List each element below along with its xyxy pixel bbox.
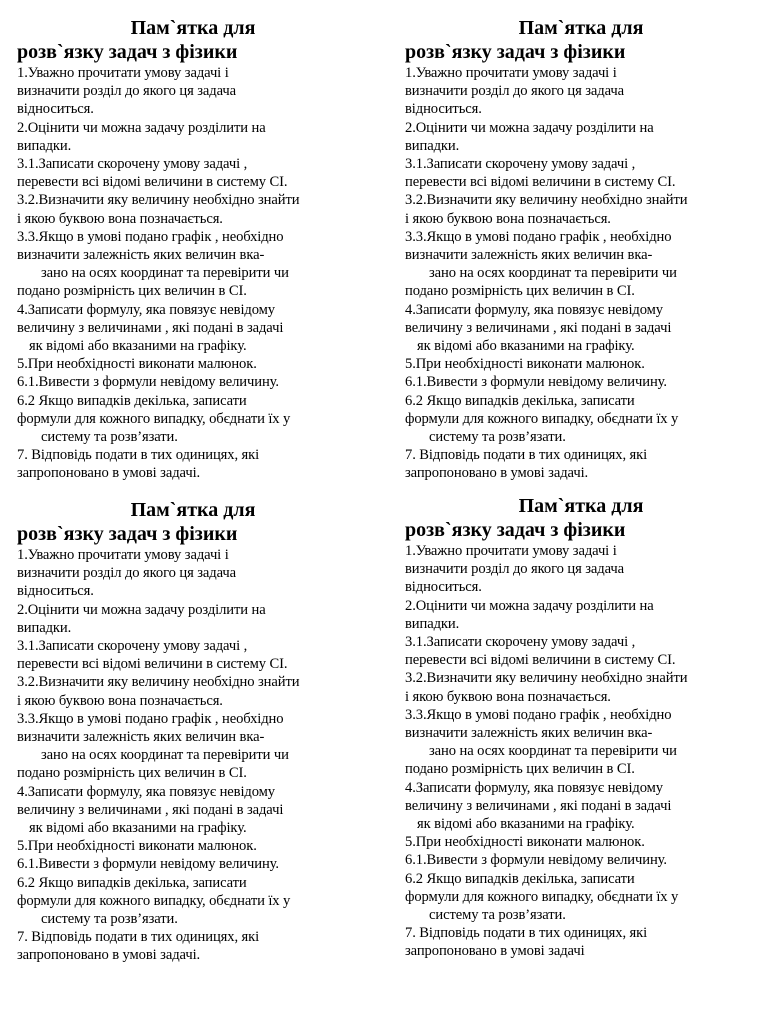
memo-text-line: і якою буквою вона позначається.	[405, 210, 611, 227]
memo-text-line: величину з величинами , які подані в задачі	[17, 801, 284, 818]
memo-title-line2: розв`язку задач з фізики	[405, 41, 626, 63]
memo-text-line: 3.3.Якщо в умові подано графік , необхідно	[17, 710, 284, 727]
memo-text-line: систему та розв’язати.	[429, 907, 566, 924]
memo-text-line: 2.Оцінити чи можна задачу розділити на	[405, 119, 654, 136]
memo-text-line: 3.3.Якщо в умові подано графік , необхідно	[405, 706, 672, 723]
memo-text-line: випадки.	[17, 619, 72, 636]
memo-text-line: 1.Уважно прочитати умову задачі і	[17, 547, 229, 563]
memo-text-line: визначити залежність яких величин вка-	[17, 247, 265, 264]
memo-text-line: 4.Записати формулу, яка повязує невідому	[17, 301, 275, 318]
memo-text-line: 6.1.Вивести з формули невідому величину.	[405, 852, 667, 869]
memo-text-line: випадки.	[17, 137, 72, 154]
memo-text-line: зано на осях координат та перевірити чи	[41, 747, 289, 764]
memo-block	[405, 494, 757, 961]
memo-text-line: 2.Оцінити чи можна задачу розділити на	[17, 119, 266, 136]
memo-text-line: 6.2 Якщо випадків декілька, записати	[17, 874, 247, 891]
memo-text-line: формули для кожного випадку, обєднати їх у	[405, 888, 679, 905]
memo-text-line: величину з величинами , які подані в задачі	[405, 797, 672, 814]
memo-text-line: відноситься.	[405, 101, 482, 118]
memo-text-line: запропоновано в умові задачі.	[405, 465, 589, 482]
memo-text-line: подано розмірність цих величин в СІ.	[405, 283, 635, 300]
memo-text-line: зано на осях координат та перевірити чи	[41, 265, 289, 282]
memo-text-line: 1.Уважно прочитати умову задачі і	[405, 65, 617, 81]
memo-title-line1: Пам`ятка для	[518, 495, 644, 517]
memo-text-line: 6.2 Якщо випадків декілька, записати	[405, 392, 635, 409]
memo-text-line: 3.2.Визначити яку величину необхідно знайти	[17, 192, 300, 209]
memo-title-line2: розв`язку задач з фізики	[405, 519, 626, 541]
memo-text-line: 7. Відповідь подати в тих одиницях, які	[405, 447, 648, 464]
memo-text-line: відноситься.	[17, 101, 94, 118]
memo-text-line: 3.2.Визначити яку величину необхідно знайти	[405, 192, 688, 209]
memo-text-line: як відомі або вказаними на графіку.	[29, 820, 247, 837]
memo-text-line: перевести всі відомі величини в систему СІ.	[405, 174, 676, 191]
memo-text-line: подано розмірність цих величин в СІ.	[405, 761, 635, 778]
memo-block	[17, 16, 369, 483]
memo-text-line: величину з величинами , які подані в задачі	[17, 319, 284, 336]
memo-text-line: 4.Записати формулу, яка повязує невідому	[405, 301, 663, 318]
memo-block	[405, 16, 757, 483]
memo-text-line: 7. Відповідь подати в тих одиницях, які	[17, 447, 260, 464]
memo-text-line: перевести всі відомі величини в систему СІ.	[17, 656, 288, 673]
memo-text-line: 2.Оцінити чи можна задачу розділити на	[17, 601, 266, 618]
memo-text-line: 5.При необхідності виконати малюнок.	[405, 356, 645, 373]
memo-text-line: 6.2 Якщо випадків декілька, записати	[405, 870, 635, 887]
memo-text-line: відноситься.	[405, 579, 482, 596]
memo-text-line: 1.Уважно прочитати умову задачі і	[17, 65, 229, 81]
memo-text-line: 5.При необхідності виконати малюнок.	[17, 356, 257, 373]
memo-text-line: систему та розв’язати.	[41, 429, 178, 446]
memo-text-line: і якою буквою вона позначається.	[405, 688, 611, 705]
memo-text-line: відноситься.	[17, 583, 94, 600]
memo-text-line: 3.1.Записати скорочену умову задачі ,	[405, 156, 636, 173]
memo-text-line: 3.2.Визначити яку величину необхідно знайти	[17, 674, 300, 691]
memo-text-line: величину з величинами , які подані в задачі	[405, 319, 672, 336]
memo-text-line: перевести всі відомі величини в систему СІ.	[17, 174, 288, 191]
memo-text-line: 1.Уважно прочитати умову задачі і	[405, 543, 617, 559]
memo-text-line: визначити розділ до якого ця задача	[405, 561, 625, 578]
memo-title	[17, 498, 369, 546]
memo-text-line: запропоновано в умові задачі.	[17, 947, 201, 964]
memo-text-line: перевести всі відомі величини в систему СІ.	[405, 652, 676, 669]
memo-text-line: визначити залежність яких величин вка-	[405, 247, 653, 264]
memo-text-line: систему та розв’язати.	[41, 911, 178, 928]
memo-text-line: 3.1.Записати скорочену умову задачі ,	[405, 634, 636, 651]
memo-text-line: як відомі або вказаними на графіку.	[417, 816, 635, 833]
memo-text-line: 4.Записати формулу, яка повязує невідому	[405, 779, 663, 796]
memo-text-line: подано розмірність цих величин в СІ.	[17, 283, 247, 300]
memo-text-line: 5.При необхідності виконати малюнок.	[17, 838, 257, 855]
memo-text-line: зано на осях координат та перевірити чи	[429, 265, 677, 282]
memo-title-line1: Пам`ятка для	[130, 17, 256, 39]
memo-text-line: і якою буквою вона позначається.	[17, 210, 223, 227]
memo-text-line: 5.При необхідності виконати малюнок.	[405, 834, 645, 851]
memo-block	[17, 498, 369, 965]
memo-title	[405, 16, 757, 64]
memo-text-line: 3.3.Якщо в умові подано графік , необхідно	[17, 228, 284, 245]
memo-text-line: 7. Відповідь подати в тих одиницях, які	[405, 925, 648, 942]
memo-text-line: подано розмірність цих величин в СІ.	[17, 765, 247, 782]
memo-text-line: 2.Оцінити чи можна задачу розділити на	[405, 597, 654, 614]
memo-text-line: зано на осях координат та перевірити чи	[429, 743, 677, 760]
memo-title	[17, 16, 369, 64]
memo-text-line: формули для кожного випадку, обєднати їх у	[17, 892, 291, 909]
memo-text-line: формули для кожного випадку, обєднати їх у	[405, 410, 679, 427]
memo-text-line: 3.1.Записати скорочену умову задачі ,	[17, 156, 248, 173]
memo-text-line: визначити залежність яких величин вка-	[17, 729, 265, 746]
memo-text-line: визначити залежність яких величин вка-	[405, 725, 653, 742]
memo-text-line: як відомі або вказаними на графіку.	[29, 338, 247, 355]
memo-title-line2: розв`язку задач з фізики	[17, 41, 238, 63]
memo-text-line: запропоновано в умові задачі	[405, 943, 585, 960]
memo-title-line1: Пам`ятка для	[130, 499, 256, 521]
memo-text-line: 4.Записати формулу, яка повязує невідому	[17, 783, 275, 800]
memo-title-line2: розв`язку задач з фізики	[17, 523, 238, 545]
memo-text-line: і якою буквою вона позначається.	[17, 692, 223, 709]
memo-text-line: визначити розділ до якого ця задача	[17, 83, 237, 100]
memo-text-line: формули для кожного випадку, обєднати їх у	[17, 410, 291, 427]
memo-text-line: запропоновано в умові задачі.	[17, 465, 201, 482]
memo-text-line: 6.1.Вивести з формули невідому величину.	[17, 374, 279, 391]
memo-title	[405, 494, 757, 542]
memo-text-line: 3.1.Записати скорочену умову задачі ,	[17, 638, 248, 655]
memo-text-line: 7. Відповідь подати в тих одиницях, які	[17, 929, 260, 946]
memo-text-line: 6.2 Якщо випадків декілька, записати	[17, 392, 247, 409]
memo-text-line: визначити розділ до якого ця задача	[405, 83, 625, 100]
memo-text-line: 6.1.Вивести з формули невідому величину.	[17, 856, 279, 873]
memo-text-line: систему та розв’язати.	[429, 429, 566, 446]
memo-title-line1: Пам`ятка для	[518, 17, 644, 39]
memo-text-line: 6.1.Вивести з формули невідому величину.	[405, 374, 667, 391]
memo-text-line: випадки.	[405, 137, 460, 154]
memo-text-line: випадки.	[405, 615, 460, 632]
memo-text-line: як відомі або вказаними на графіку.	[417, 338, 635, 355]
memo-text-line: 3.3.Якщо в умові подано графік , необхідно	[405, 228, 672, 245]
memo-text-line: визначити розділ до якого ця задача	[17, 565, 237, 582]
memo-text-line: 3.2.Визначити яку величину необхідно знайти	[405, 670, 688, 687]
